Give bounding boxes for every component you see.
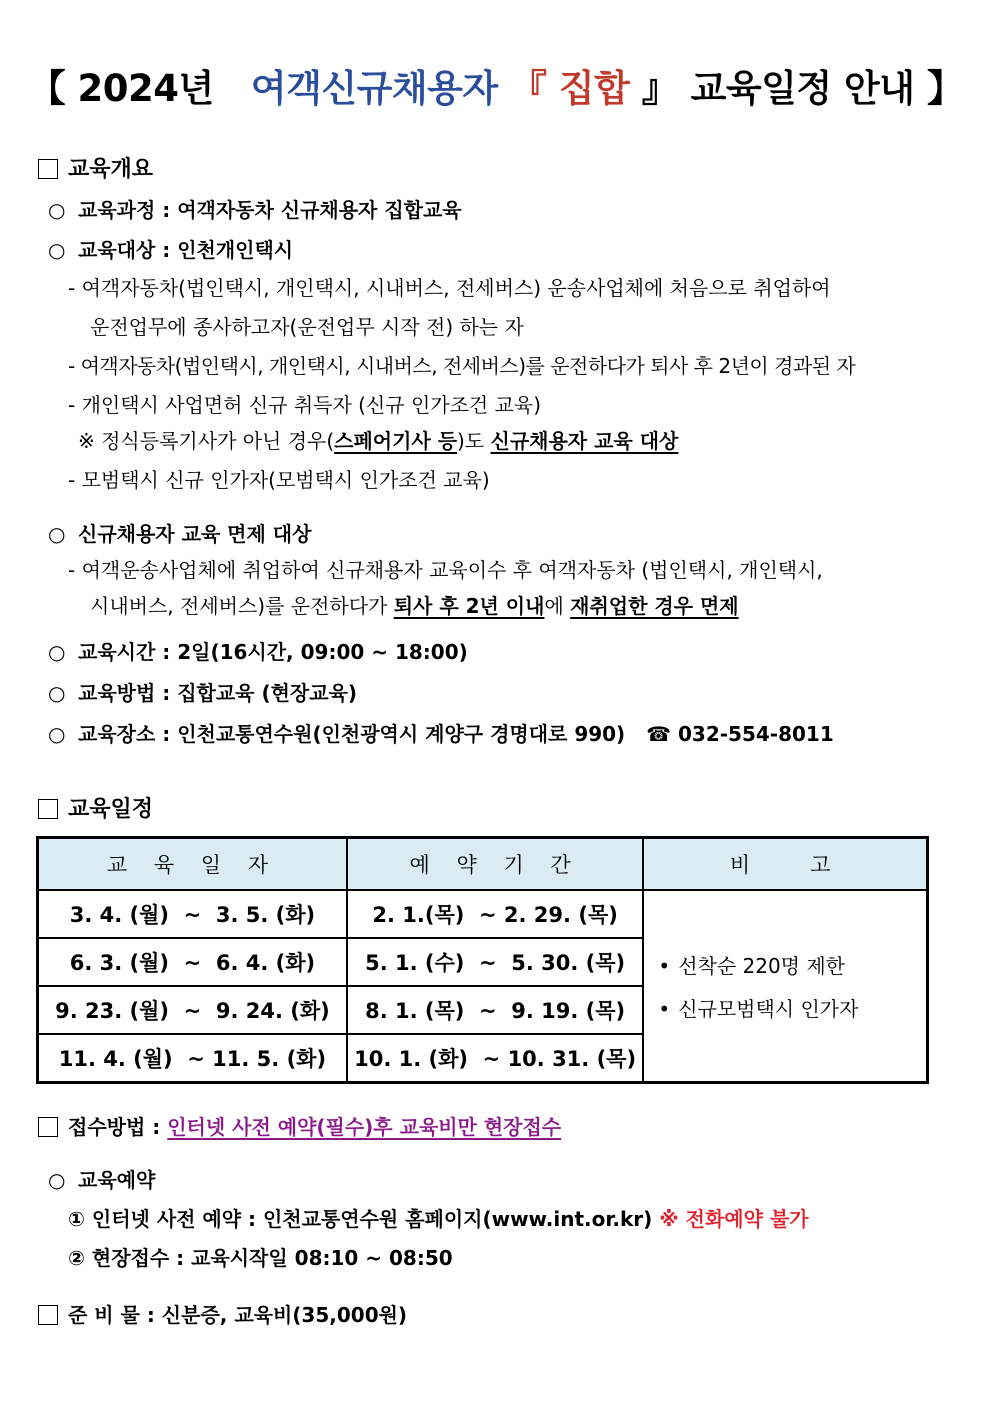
bullet-icon: • xyxy=(658,997,671,1021)
remark-item xyxy=(658,950,926,979)
header-period: 예 약 기 간 xyxy=(347,838,644,890)
exempt-item-2 xyxy=(90,590,739,619)
target-item-3: - 개인택시 사업면허 신규 취득자 (신규 인가조건 교육) xyxy=(68,393,542,417)
exempt-item-2-pre: 시내버스, 전세버스)를 운전하다가 xyxy=(90,594,394,618)
circle-bullet-icon: ○ xyxy=(48,681,66,705)
time-line xyxy=(48,636,468,665)
checkbox-icon xyxy=(38,1305,58,1325)
schedule-date: 11. 4. (월) ~ 11. 5. (화) xyxy=(38,1034,347,1082)
header-note: 비 고 xyxy=(643,838,927,890)
reservation-period: 10. 1. (화) ~ 10. 31. (목) xyxy=(347,1034,644,1082)
reservation-period: 2. 1.(목) ~ 2. 29. (목) xyxy=(347,890,644,938)
checkbox-icon xyxy=(38,1117,58,1137)
bullet-icon: • xyxy=(658,954,671,978)
target-text: 교육대상 : 인천개인택시 xyxy=(78,238,294,262)
phone-icon: ☎ xyxy=(646,722,672,746)
method-line xyxy=(48,677,357,706)
title-open-quote: 『 xyxy=(509,67,547,110)
schedule-heading xyxy=(38,792,153,823)
reserve-line xyxy=(48,1164,155,1193)
target-item-1-cont: 운전업무에 종사하고자(운전업무 시작 전) 하는 자 xyxy=(90,315,524,339)
circle-bullet-icon: ○ xyxy=(48,238,66,262)
circle-bullet-icon: ○ xyxy=(48,522,66,546)
overview-heading xyxy=(38,152,153,183)
phone-reservation-warning: ※ 전화예약 불가 xyxy=(659,1207,809,1231)
exempt-text: 신규채용자 교육 면제 대상 xyxy=(78,522,312,546)
place-text: 교육장소 : 인천교통연수원(인천광역시 계양구 경명대로 990) xyxy=(78,722,626,746)
time-text: 교육시간 : 2일(16시간, 09:00 ~ 18:00) xyxy=(78,640,468,664)
exempt-result: 재취업한 경우 면제 xyxy=(570,594,739,618)
checkbox-icon xyxy=(38,159,58,179)
circle-bullet-icon: ○ xyxy=(48,640,66,664)
title-close-quote: 』 xyxy=(641,67,679,110)
course-line xyxy=(48,194,462,223)
remark-text: 선착순 220명 제한 xyxy=(678,954,845,978)
prep-line xyxy=(38,1299,407,1328)
onsite-reception: ② 현장접수 : 교육시작일 08:10 ~ 08:50 xyxy=(68,1246,453,1270)
reception-label: 접수방법 : xyxy=(68,1115,168,1139)
circle-bullet-icon: ○ xyxy=(48,198,66,222)
remark-text: 신규모범택시 인가자 xyxy=(678,997,859,1021)
overview-heading-text: 교육개요 xyxy=(68,157,154,182)
schedule-table xyxy=(36,836,929,1084)
reserve-text: 교육예약 xyxy=(78,1168,156,1192)
model-taxi-item: - 모범택시 신규 인가자(모범택시 인가조건 교육) xyxy=(68,468,490,492)
checkbox-icon xyxy=(38,799,58,819)
schedule-heading-text: 교육일정 xyxy=(68,797,154,822)
reservation-period: 8. 1. (목) ~ 9. 19. (목) xyxy=(347,986,644,1034)
title-mode: 집합 xyxy=(558,67,630,110)
spare-driver-note xyxy=(78,425,678,454)
header-date: 교 육 일 자 xyxy=(38,838,347,890)
online-reservation xyxy=(68,1203,809,1232)
place-line xyxy=(48,718,834,747)
exempt-item-1: - 여객운송사업체에 취업하여 신규채용자 교육이수 후 여객자동차 (법인택시, 개인택시, xyxy=(68,558,823,582)
target-item-1: - 여객자동차(법인택시, 개인택시, 시내버스, 전세버스) 운송사업체에 처음으로 취업하여 xyxy=(68,276,831,300)
remarks-cell xyxy=(643,890,927,1082)
circle-bullet-icon: ○ xyxy=(48,1168,66,1192)
phone-number: 032-554-8011 xyxy=(677,722,834,746)
exempt-line xyxy=(48,518,311,547)
note-spare: 스페어기사 등 xyxy=(334,429,458,453)
target-line xyxy=(48,234,293,263)
title-suffix: 교육일정 안내 】 xyxy=(690,67,964,110)
prep-text: 준 비 물 : 신분증, 교육비(35,000원) xyxy=(68,1303,408,1327)
circle-bullet-icon: ○ xyxy=(48,722,66,746)
exempt-item-2-mid: 에 xyxy=(544,594,571,618)
schedule-date: 3. 4. (월) ~ 3. 5. (화) xyxy=(38,890,347,938)
table-row xyxy=(38,890,927,938)
target-item-2: - 여객자동차(법인택시, 개인택시, 시내버스, 전세버스)를 운전하다가 퇴사 후 2년이 경과된 자 xyxy=(68,354,856,378)
table-header-row xyxy=(38,838,927,890)
page-title xyxy=(0,58,992,112)
note-prefix: ※ 정식등록기사가 아닌 경우( xyxy=(78,429,335,453)
title-course: 여객신규채용자 xyxy=(250,67,498,110)
remark-item xyxy=(658,993,926,1022)
exempt-condition: 퇴사 후 2년 이내 xyxy=(393,594,545,618)
note-mid: )도 xyxy=(457,429,491,453)
schedule-date: 6. 3. (월) ~ 6. 4. (화) xyxy=(38,938,347,986)
reception-method: 인터넷 사전 예약(필수)후 교육비만 현장접수 xyxy=(167,1115,562,1139)
course-text: 교육과정 : 여객자동차 신규채용자 집합교육 xyxy=(78,198,462,222)
note-target: 신규채용자 교육 대상 xyxy=(490,429,679,453)
schedule-date: 9. 23. (월) ~ 9. 24. (화) xyxy=(38,986,347,1034)
reception-heading xyxy=(38,1111,561,1140)
method-text: 교육방법 : 집합교육 (현장교육) xyxy=(78,681,358,705)
reservation-period: 5. 1. (수) ~ 5. 30. (목) xyxy=(347,938,644,986)
title-prefix: 【 2024년 xyxy=(28,67,214,110)
online-text: ① 인터넷 사전 예약 : 인천교통연수원 홈페이지(www.int.or.kr) xyxy=(68,1207,653,1231)
